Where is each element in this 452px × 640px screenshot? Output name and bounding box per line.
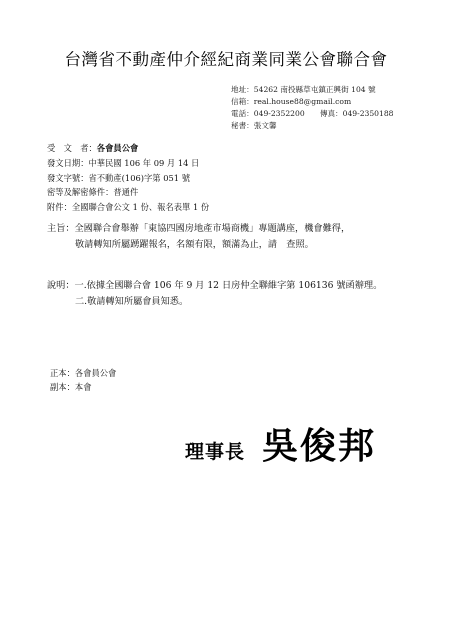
contact-phone-fax: 電話：049-2352200 傳真：049-2350188 [231,109,394,118]
copies-section [50,367,116,394]
signature-name: 吳俊邦 [262,426,377,467]
notes-line-1: 說明：一.依據全國聯合會 106 年 9 月 12 日房仲全聯維字第 106136 號函辦理。 [47,280,383,291]
notes-section [47,278,382,310]
notes-line-2: 二.敬請轉知所屬會員知悉。 [75,296,189,307]
original-copy: 正本：各會員公會 [50,368,117,378]
attachments: 附件：全國聯合會公文 1 份、報名表單 1 份 [47,202,210,213]
contact-address: 地址：54262 南投縣草屯鎮正興街 104 號 [231,85,376,94]
contact-secretary: 秘書：張文馨 [231,121,277,130]
recipient-value: 各會員公會 [96,143,139,153]
security-level: 密等及解密條件：普通件 [47,187,139,198]
subject-line-2: 敬請轉知所屬踴躍報名，名額有限，額滿為止，請 查照。 [75,239,314,250]
signature-title: 理事長 [185,441,246,463]
recipient-label: 受 文 者： [47,143,97,153]
contact-email: 信箱：real.house88@gmail.com [231,97,352,106]
subject-section [47,221,350,253]
contact-block [231,84,394,132]
subject-line-1: 主旨：全國聯合會舉辦「東協四國房地產市場商機」專題講座，機會難得， [47,223,351,234]
duplicate-copy: 副本：本會 [50,381,92,392]
document-title: 台灣省不動產仲介經紀商業同業公會聯合會 [64,50,388,69]
issue-date: 發文日期：中華民國 106 年 09 月 14 日 [47,157,200,168]
document-meta [47,141,209,215]
recipient-line [47,141,209,156]
document-number: 發文字號：省不動產(106)字第 051 號 [47,172,190,183]
